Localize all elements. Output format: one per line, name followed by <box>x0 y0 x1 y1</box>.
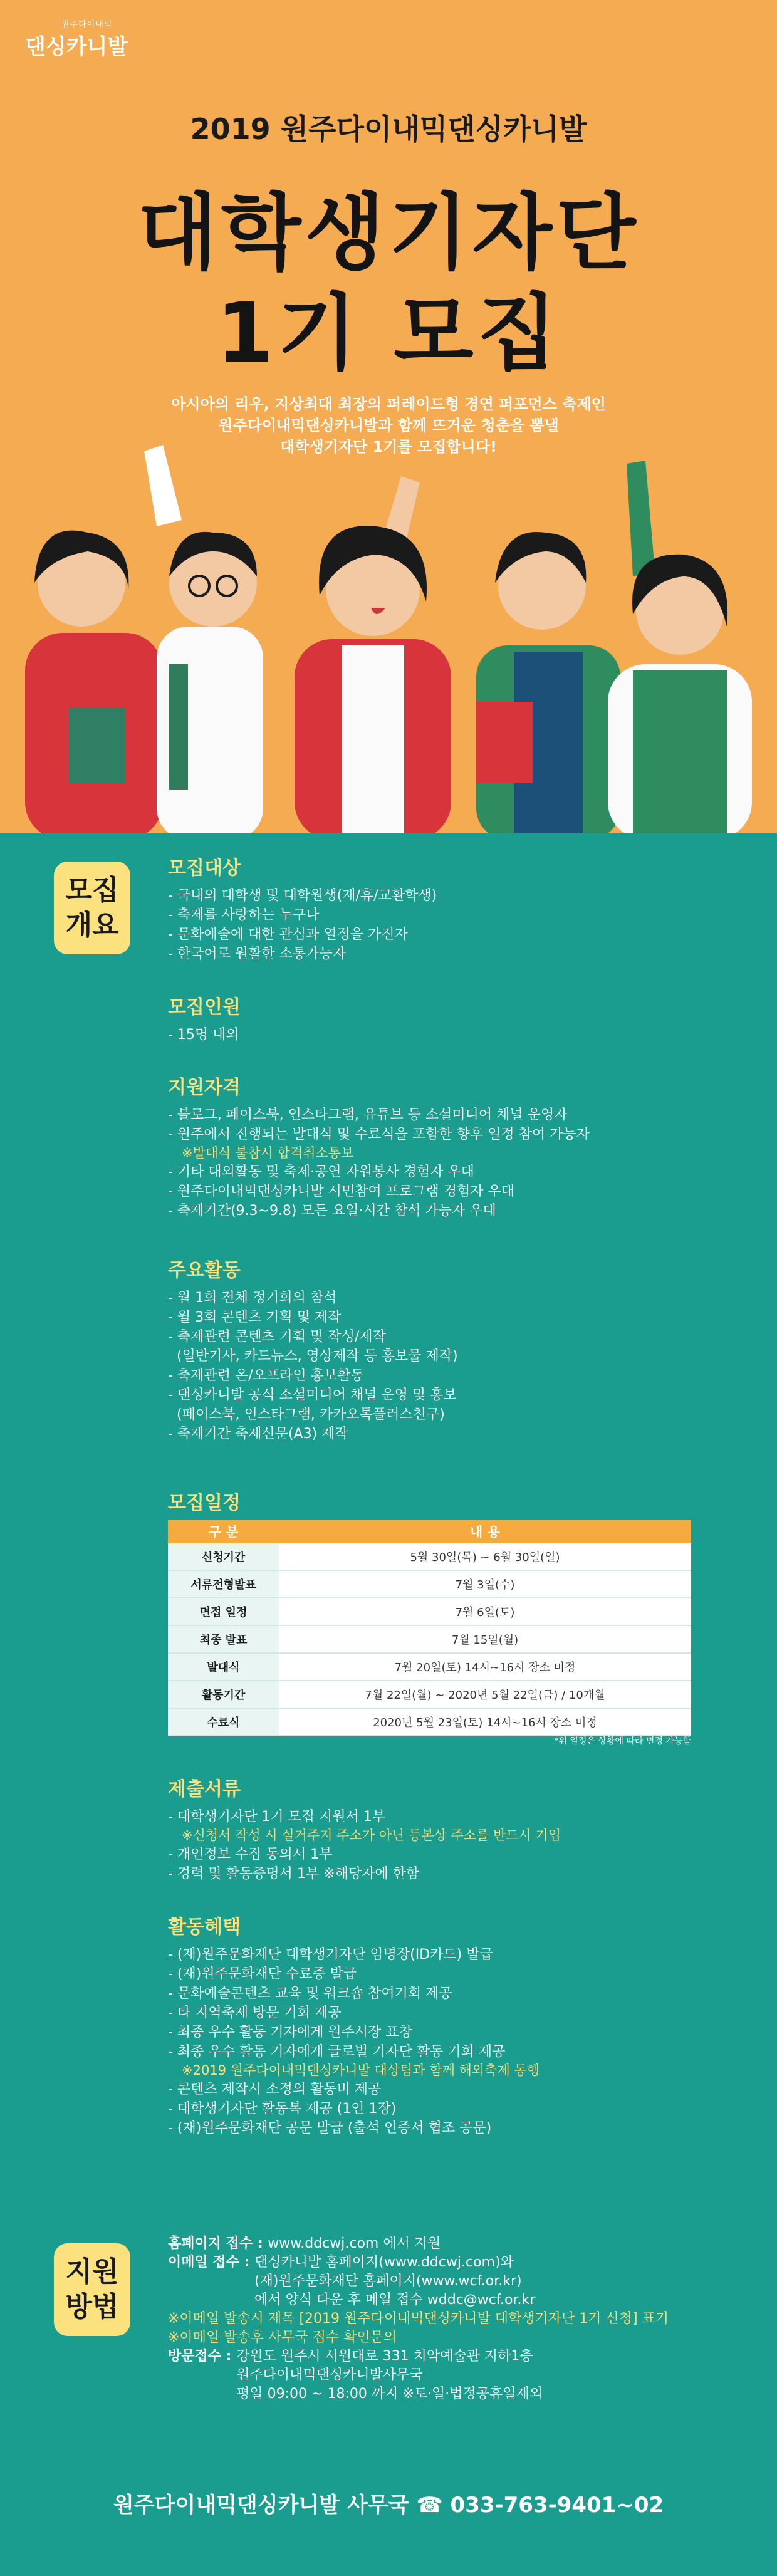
footer-contact: 원주다이내믹댄싱카니발 사무국 ☎ 033-763-9401~02 <box>113 2493 664 2518</box>
students-illustration <box>0 439 777 833</box>
logo-main-b: 카니발 <box>66 34 128 60</box>
schedule-note: *위 일정은 상황에 따라 변경 가능함 <box>554 1736 691 1746</box>
table-row: 신청기간 5월 30일(목) ~ 6월 30일(일) <box>168 1543 691 1570</box>
table-row: 발대식 7월 20일(토) 14시~16시 장소 미정 <box>168 1653 691 1681</box>
heading-target: 모집대상 <box>168 857 241 879</box>
subtitle: 2019 원주다이내믹댄싱카니발 <box>190 112 587 146</box>
section-schedule <box>168 1487 732 1521</box>
homepage-row: 홈페이지 접수 : www.ddcwj.com 에서 지원 <box>168 2236 441 2251</box>
col-header-content: 내 용 <box>279 1520 691 1543</box>
badge-overview: 모집 개요 <box>54 862 130 954</box>
logo <box>25 18 128 60</box>
table-row: 서류전형발표 7월 3일(수) <box>168 1570 691 1598</box>
logo-small: 원주다이내믹 <box>61 20 113 29</box>
page-title-line1: 대학생기자단 <box>137 185 640 281</box>
body-area <box>0 833 777 2576</box>
section-target: 모집대상 - 국내외 대학생 및 대학원생(재/휴/교환학생) - 축제를 사랑하는 누구나 - 문화예술에 대한 관심과 열정을 가진자 - 한국어로 원활한 소통가능자 <box>168 852 732 964</box>
table-row: 활동기간 7월 22일(월) ~ 2020년 5월 22일(금) / 10개월 <box>168 1681 691 1708</box>
section-number: 모집인원 - 15명 내외 <box>168 991 732 1045</box>
heading-schedule: 모집일정 <box>168 1492 241 1514</box>
section-documents: 제출서류 - 대학생기자단 1기 모집 지원서 1부 ※신청서 작성 시 실거주지 주소가 아닌 등본상 주소를 반드시 기입 - 개인정보 수집 동의서 1부 - 경력 및 활동증명서 1부 ※해당자에 한함 <box>168 1773 732 1884</box>
table-row: 최종 발표 7월 15일(월) <box>168 1625 691 1653</box>
heading-qualification: 지원자격 <box>168 1077 241 1098</box>
table-row: 면접 일정 7월 6일(토) <box>168 1598 691 1625</box>
schedule-table <box>168 1520 691 1736</box>
section-benefits: 활동혜택 - (재)원주문화재단 대학생기자단 임명장(ID카드) 발급 - (재)원주문화재단 수료증 발급 - 문화예술콘텐츠 교육 및 워크숍 참여기회 제공 - 타 지역축제 방문 기회 제공 - 최종 우수 활동 기자에게 원주시장 표창 - 최종 우수 활동 기자에게 글로벌 기자단 활동 기회 제공 ※2019 원주다이내믹댄싱카니발 대상팀과 함께 해외축제 동행 - 콘텐츠 제작시 소정의 활동비 제공 - 대학생기자단 활동복 제공 (1인 1장) - (재)원주문화재단 공문 발급 (출석 인증서 협조 공문) <box>168 1911 732 2138</box>
heading-number: 모집인원 <box>168 996 241 1018</box>
heading-documents: 제출서류 <box>168 1778 241 1800</box>
header-area <box>0 0 777 833</box>
intro-text: 아시아의 리우, 지상최대 최장의 퍼레이드형 경연 퍼포먼스 축제인 원주다이내믹댄싱카니발과 함께 뜨거운 청춘을 뽐낼 대학생기자단 1기를 모집합니다! <box>171 395 606 456</box>
section-qualification: 지원자격 - 블로그, 페이스북, 인스타그램, 유튜브 등 소셜미디어 채널 운영자 - 원주에서 진행되는 발대식 및 수료식을 포함한 향후 일정 참여 가능자 ※발대식 불참시 합격취소통보 - 기타 대외활동 및 축제·공연 자원봉사 경험자 우대 - 원주다이내믹댄싱카니발 시민참여 프로그램 경험자 우대 - 축제기간(9.3~9.8) 모든 요일·시간 참석 가능자 우대 <box>168 1072 732 1221</box>
heading-benefits: 활동혜택 <box>168 1916 241 1938</box>
apply-info: 홈페이지 접수 : www.ddcwj.com 에서 지원 이메일 접수 : 댄싱카니발 홈페이지(www.ddcwj.com)와 (재)원주문화재단 홈페이지(www.wcf.or.kr) 에서 양식 다운 후 메일 접수 wddc@wcf.or.kr ※이메일 발송시 제목 [2019 원주다이내믹댄싱카니발 대학생기자단 1기 신청] 표기 ※이메일 발송후 사무국 접수 확인문의 방문접수 : 강원도 원주시 서원대로 331 치악예술관 지하1층 원주다이내믹댄싱카니발사무국 평일 09:00 ~ 18:00 까지 ※토·일·법정공휴일제외 <box>168 2234 732 2404</box>
col-header-category: 구 분 <box>168 1520 279 1543</box>
table-row: 수료식 2020년 5월 23일(토) 14시~16시 장소 미정 <box>168 1708 691 1736</box>
visit-row: 방문접수 : 강원도 원주시 서원대로 331 치악예술관 지하1층 원주다이내믹댄싱카니발사무국 평일 09:00 ~ 18:00 까지 ※토·일·법정공휴일제외 <box>168 2349 543 2402</box>
email-row: 이메일 접수 : 댄싱카니발 홈페이지(www.ddcwj.com)와 (재)원주문화재단 홈페이지(www.wcf.or.kr) 에서 양식 다운 후 메일 접수 wddc@wcf.or.kr <box>168 2255 536 2308</box>
page-title-line2: 1기 모집 <box>216 285 561 382</box>
logo-main-a: 댄싱 <box>25 34 66 60</box>
heading-activity: 주요활동 <box>168 1259 241 1281</box>
badge-apply: 지원 방법 <box>54 2243 130 2336</box>
section-activity: 주요활동 - 월 1회 전체 정기회의 참석 - 월 3회 콘텐츠 기획 및 제작 - 축제관련 콘텐츠 기획 및 작성/제작 (일반기사, 카드뉴스, 영상제작 등 홍보물 제작) - 축제관련 온/오프라인 홍보활동 - 댄싱카니발 공식 소셜미디어 채널 운영 및 홍보 (페이스북, 인스타그램, 카카오톡플러스친구) - 축제기간 축제신문(A3) 제작 <box>168 1254 732 1444</box>
